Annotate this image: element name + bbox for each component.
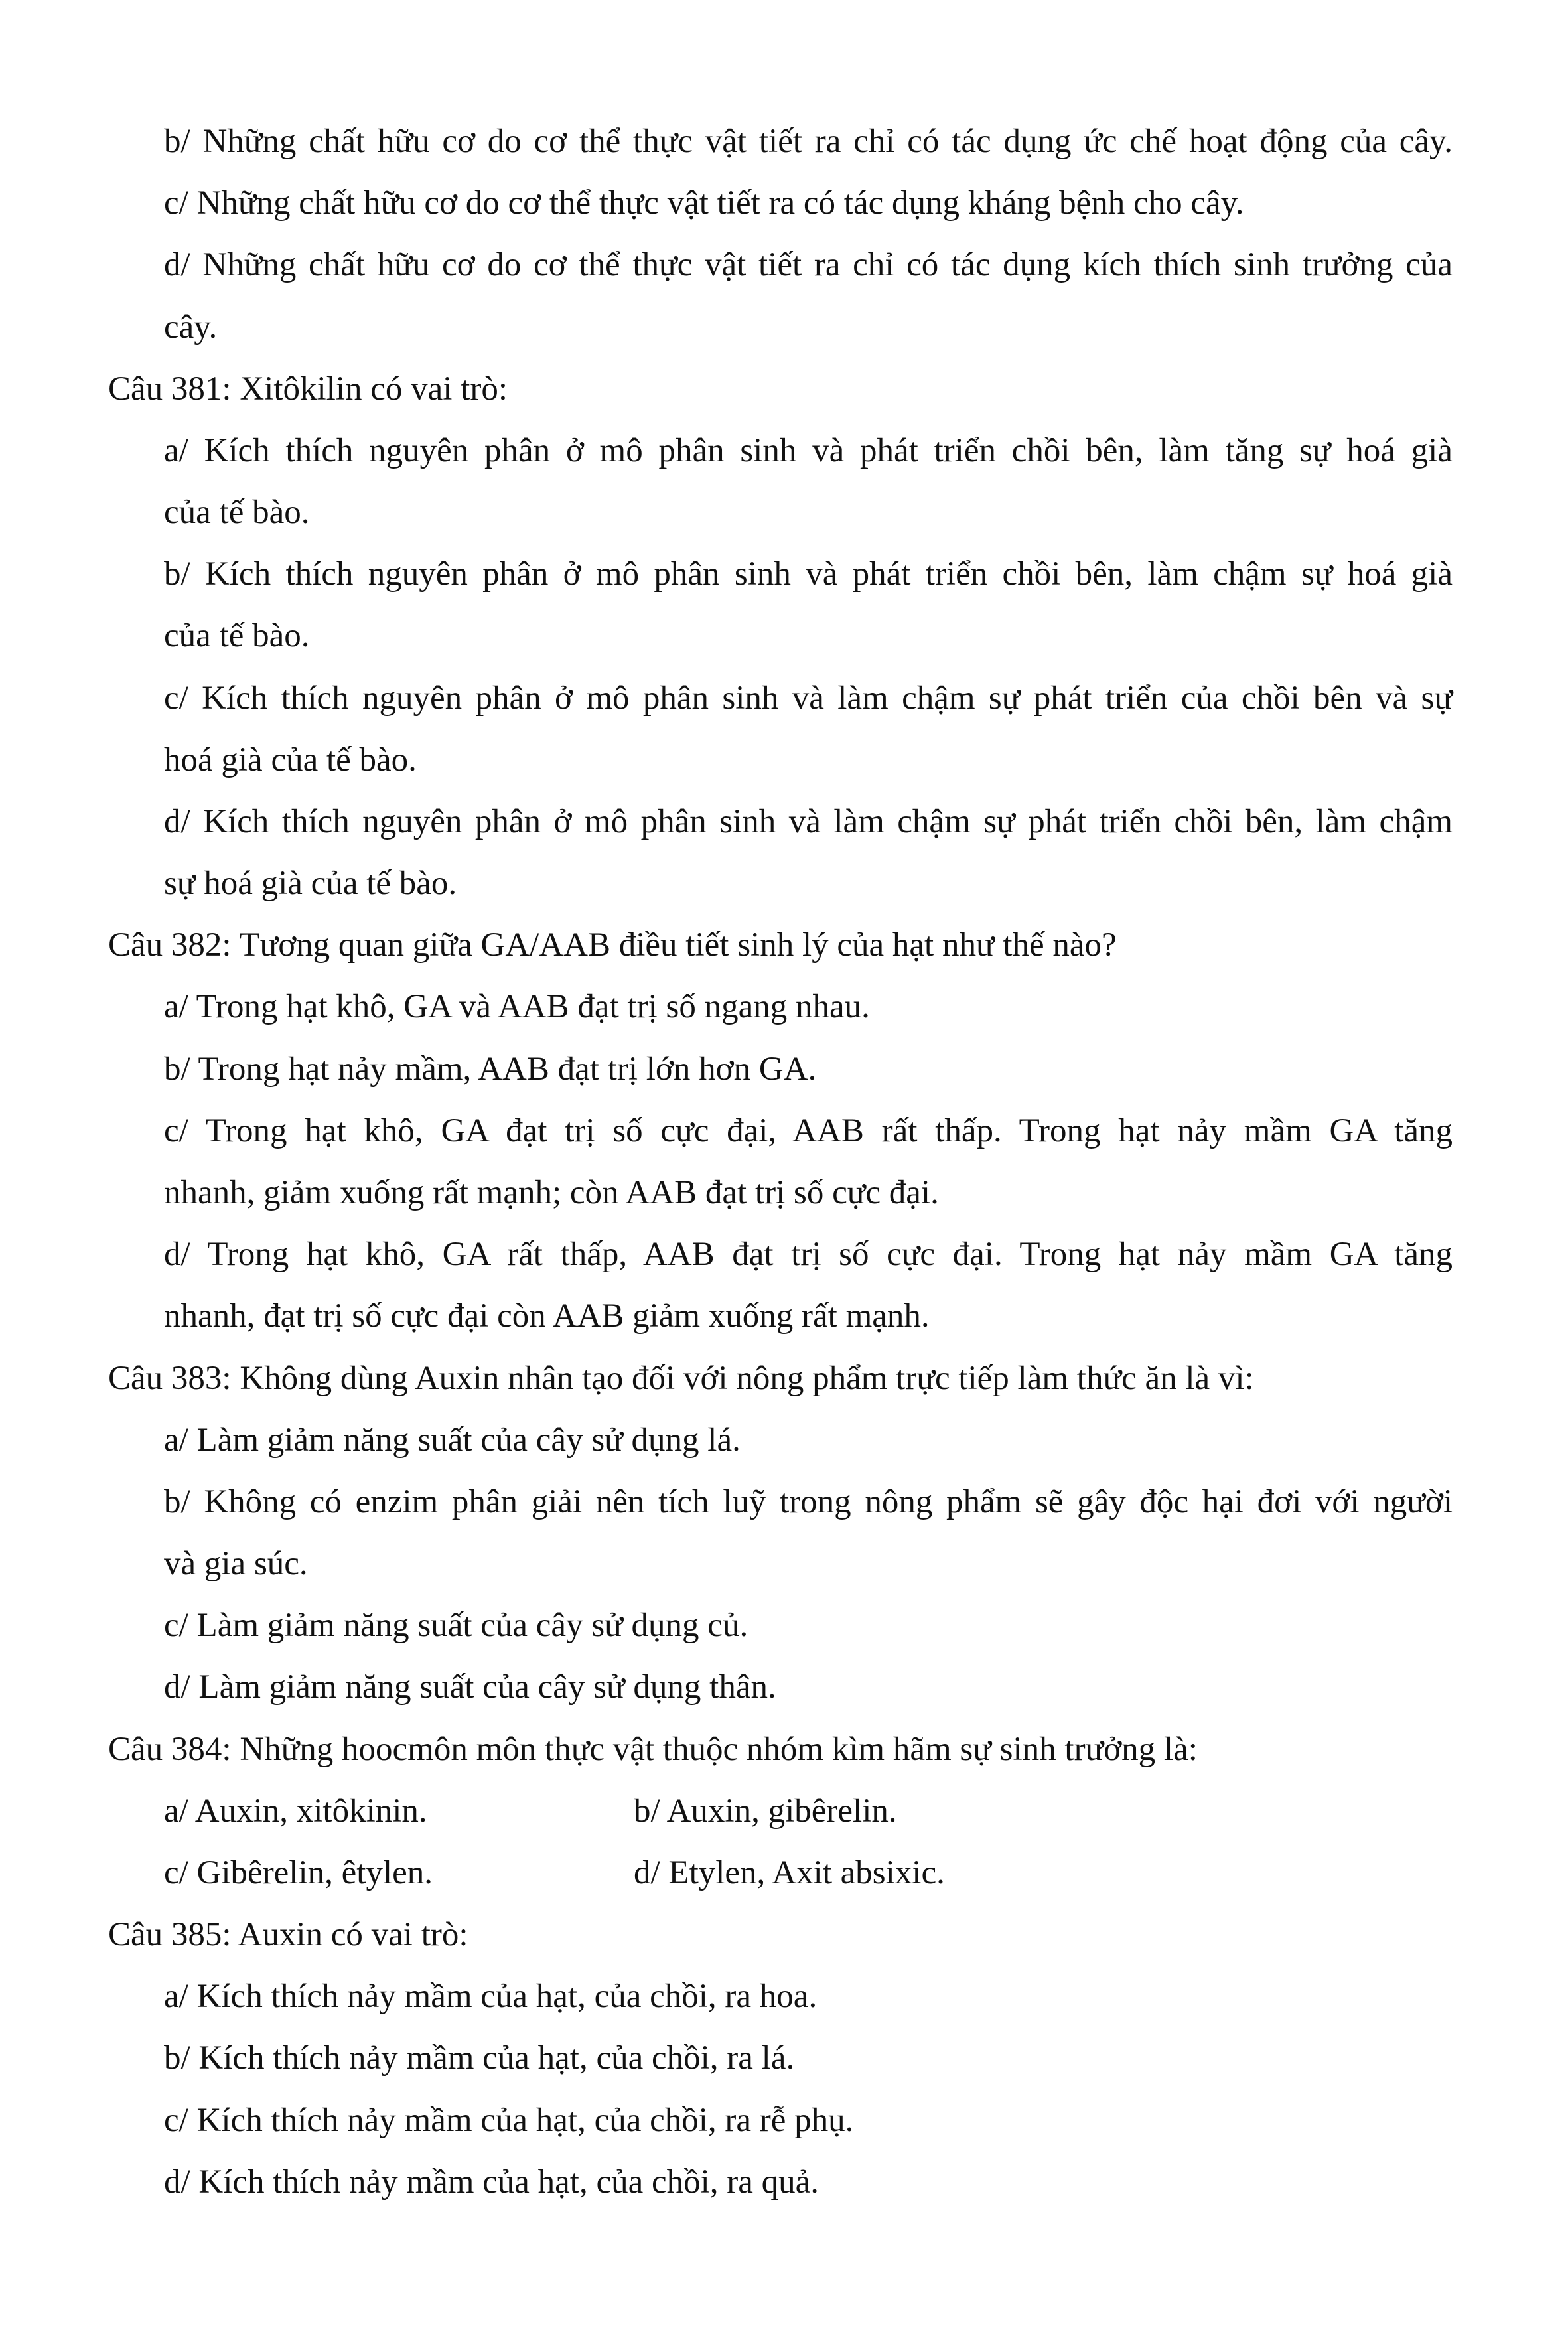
option-text: d/ Kích thích nảy mầm của hạt, của chồi, ra quả. (164, 2164, 820, 2201)
option-line (0, 976, 1568, 1038)
option-text: b/ Auxin, gibêrelin. (634, 1793, 897, 1830)
option-text: b/ Kích thích nguyên phân ở mô phân sinh và phát triển chồi bên, làm chậm sự hoá già (164, 555, 1453, 593)
option-row (0, 1780, 1568, 1842)
option-line (0, 667, 1568, 729)
option-text: cây. (164, 309, 218, 346)
option-line (0, 1285, 1568, 1347)
option-text: d/ Làm giảm năng suất của cây sử dụng thân. (164, 1668, 776, 1706)
option-line (0, 1594, 1568, 1656)
question-line (0, 1718, 1568, 1781)
option-text: c/ Kích thích nguyên phân ở mô phân sinh và làm chậm sự phát triển của chồi bên và sự (164, 680, 1453, 717)
option-text: b/ Không có enzim phân giải nên tích luỹ trong nông phẩm sẽ gây độc hại đơi với người (164, 1483, 1453, 1520)
option-text: và gia súc. (164, 1545, 308, 1582)
option-line (0, 1409, 1568, 1471)
option-line (0, 852, 1568, 915)
option-text: b/ Trong hạt nảy mầm, AAB đạt trị lớn hơn GA. (164, 1051, 817, 1088)
option-line (0, 2151, 1568, 2213)
option-line (0, 296, 1568, 358)
option-line (0, 1965, 1568, 2027)
option-text: d/ Etylen, Axit absixic. (634, 1854, 945, 1891)
option-line (0, 1656, 1568, 1718)
option-text: d/ Trong hạt khô, GA rất thấp, AAB đạt trị số cực đại. Trong hạt nảy mầm GA tăng (164, 1236, 1453, 1273)
option-line (0, 729, 1568, 791)
option-line (0, 605, 1568, 667)
option-text: c/ Trong hạt khô, GA đạt trị số cực đại, AAB rất thấp. Trong hạt nảy mầm GA tăng (164, 1112, 1453, 1149)
question-384: Câu 384: Những hoocmôn môn thực vật thuộc nhóm kìm hãm sự sinh trưởng là: (108, 1731, 1198, 1768)
option-line (0, 1532, 1568, 1595)
option-text: c/ Gibêrelin, êtylen. (164, 1854, 433, 1891)
option-text: a/ Kích thích nảy mầm của hạt, của chồi, ra hoa. (164, 1978, 818, 2015)
option-line (0, 1038, 1568, 1100)
option-text: b/ Những chất hữu cơ do cơ thể thực vật tiết ra chỉ có tác dụng ức chế hoạt động của cây. (164, 123, 1453, 160)
option-text: a/ Kích thích nguyên phân ở mô phân sinh và phát triển chồi bên, làm tăng sự hoá già (164, 432, 1453, 469)
option-text: nhanh, đạt trị số cực đại còn AAB giảm xuống rất mạnh. (164, 1297, 930, 1335)
question-381: Câu 381: Xitôkilin có vai trò: (108, 370, 508, 407)
option-line (0, 790, 1568, 853)
option-line (0, 419, 1568, 482)
option-text: d/ Kích thích nguyên phân ở mô phân sinh và làm chậm sự phát triển chồi bên, làm chậm (164, 803, 1453, 840)
question-line (0, 358, 1568, 420)
option-line (0, 1471, 1568, 1533)
option-text: a/ Auxin, xitôkinin. (164, 1793, 427, 1830)
option-line (0, 1161, 1568, 1224)
option-text: của tế bào. (164, 617, 310, 654)
option-text: a/ Làm giảm năng suất của cây sử dụng lá. (164, 1422, 741, 1459)
option-text: c/ Kích thích nảy mầm của hạt, của chồi, ra rễ phụ. (164, 2102, 854, 2139)
option-line (0, 1100, 1568, 1162)
option-line (0, 2089, 1568, 2152)
option-line (0, 1223, 1568, 1286)
option-text: b/ Kích thích nảy mầm của hạt, của chồi, ra lá. (164, 2039, 795, 2077)
option-row (0, 1842, 1568, 1904)
option-line (0, 172, 1568, 234)
question-line (0, 914, 1568, 976)
option-text: nhanh, giảm xuống rất mạnh; còn AAB đạt trị số cực đại. (164, 1174, 939, 1211)
option-line (0, 110, 1568, 173)
option-text: d/ Những chất hữu cơ do cơ thể thực vật tiết ra chỉ có tác dụng kích thích sinh trưởng của (164, 246, 1453, 283)
option-text: của tế bào. (164, 494, 310, 531)
question-line (0, 1347, 1568, 1410)
option-line (0, 543, 1568, 605)
option-line (0, 481, 1568, 544)
option-text: c/ Làm giảm năng suất của cây sử dụng củ. (164, 1607, 748, 1644)
option-text: a/ Trong hạt khô, GA và AAB đạt trị số ngang nhau. (164, 988, 870, 1025)
option-line (0, 234, 1568, 296)
option-text: sự hoá già của tế bào. (164, 865, 457, 902)
option-line (0, 2027, 1568, 2089)
question-385: Câu 385: Auxin có vai trò: (108, 1916, 468, 1953)
option-text: c/ Những chất hữu cơ do cơ thể thực vật tiết ra có tác dụng kháng bệnh cho cây. (164, 184, 1244, 222)
question-383: Câu 383: Không dùng Auxin nhân tạo đối với nông phẩm trực tiếp làm thức ăn là vì: (108, 1360, 1254, 1397)
question-line (0, 1903, 1568, 1966)
question-382: Câu 382: Tương quan giữa GA/AAB điều tiết sinh lý của hạt như thế nào? (108, 926, 1117, 964)
option-text: hoá già của tế bào. (164, 741, 417, 778)
